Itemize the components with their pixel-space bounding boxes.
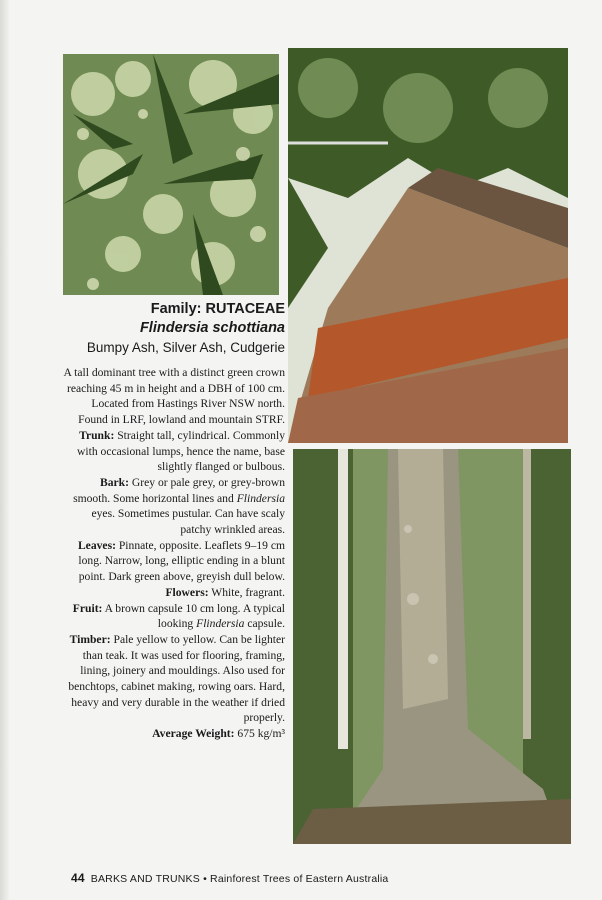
weight-text: 675 kg/m³	[234, 727, 285, 741]
timber-text: Pale yellow to yellow. Can be lighter than teak. It was used for flooring, framing, lining, joinery and mouldings. Also used for benchtops, cabinet making, rowing oars. Hard, heavy and very durable in the weather if dried properly.	[68, 632, 285, 725]
bark-paragraph	[63, 475, 285, 538]
flowers-label: Flowers:	[165, 585, 209, 599]
trunk-paragraph	[63, 428, 285, 475]
page-footer	[71, 871, 388, 885]
trunk-label: Trunk:	[79, 428, 115, 442]
leaves-text: Pinnate, opposite. Leaflets 9–19 cm long. Narrow, long, elliptic ending in a blunt point. Dark green above, greyish dull below.	[78, 538, 285, 584]
trunk-text: Straight tall, cylindrical. Commonly with occasional lumps, hence the name, base slightly flanged or bulbous.	[77, 428, 285, 474]
weight-label: Average Weight:	[152, 727, 235, 741]
page-number: 44	[71, 871, 85, 885]
canopy-trunk-photo	[288, 48, 568, 443]
family-heading: Family: RUTACEAE	[150, 301, 285, 317]
running-footer-text: BARKS AND TRUNKS • Rainforest Trees of Eastern Australia	[90, 873, 389, 885]
page-gutter-shadow	[0, 0, 10, 900]
bark-label: Bark:	[99, 475, 129, 489]
flowers-text: White, fragrant.	[208, 585, 285, 599]
intro-paragraph: A tall dominant tree with a distinct green crown reaching 45 m in height and a DBH of 100 cm. Located from Hastings River NSW north. Found in LRF, lowland and mountain STRF.	[63, 366, 285, 427]
weight-paragraph	[63, 726, 285, 742]
bark-text-a: Grey or pale grey, or grey-brown smooth. Some horizontal lines and	[73, 475, 285, 505]
flowers-paragraph	[63, 585, 285, 601]
fruit-text-a: A brown capsule 10 cm long. A typical looking	[102, 601, 285, 631]
fruit-text-b: capsule.	[244, 617, 285, 631]
flowers-photo	[63, 54, 279, 295]
fruit-paragraph	[63, 601, 285, 632]
leaves-paragraph	[63, 538, 285, 585]
timber-label: Timber:	[69, 632, 111, 646]
scientific-name: Flindersia schottiana	[139, 320, 285, 336]
bark-text-b: eyes. Sometimes pustular. Can have scaly patchy wrinkled areas.	[91, 507, 285, 537]
fruit-label: Fruit:	[72, 601, 103, 615]
timber-paragraph	[63, 632, 285, 726]
common-names: Bumpy Ash, Silver Ash, Cudgerie	[86, 340, 285, 355]
species-description	[63, 298, 285, 742]
bark-italic: Flindersia	[236, 491, 285, 505]
fruit-italic: Flindersia	[196, 617, 245, 631]
trunk-base-photo	[293, 449, 571, 844]
leaves-label: Leaves:	[77, 538, 116, 552]
